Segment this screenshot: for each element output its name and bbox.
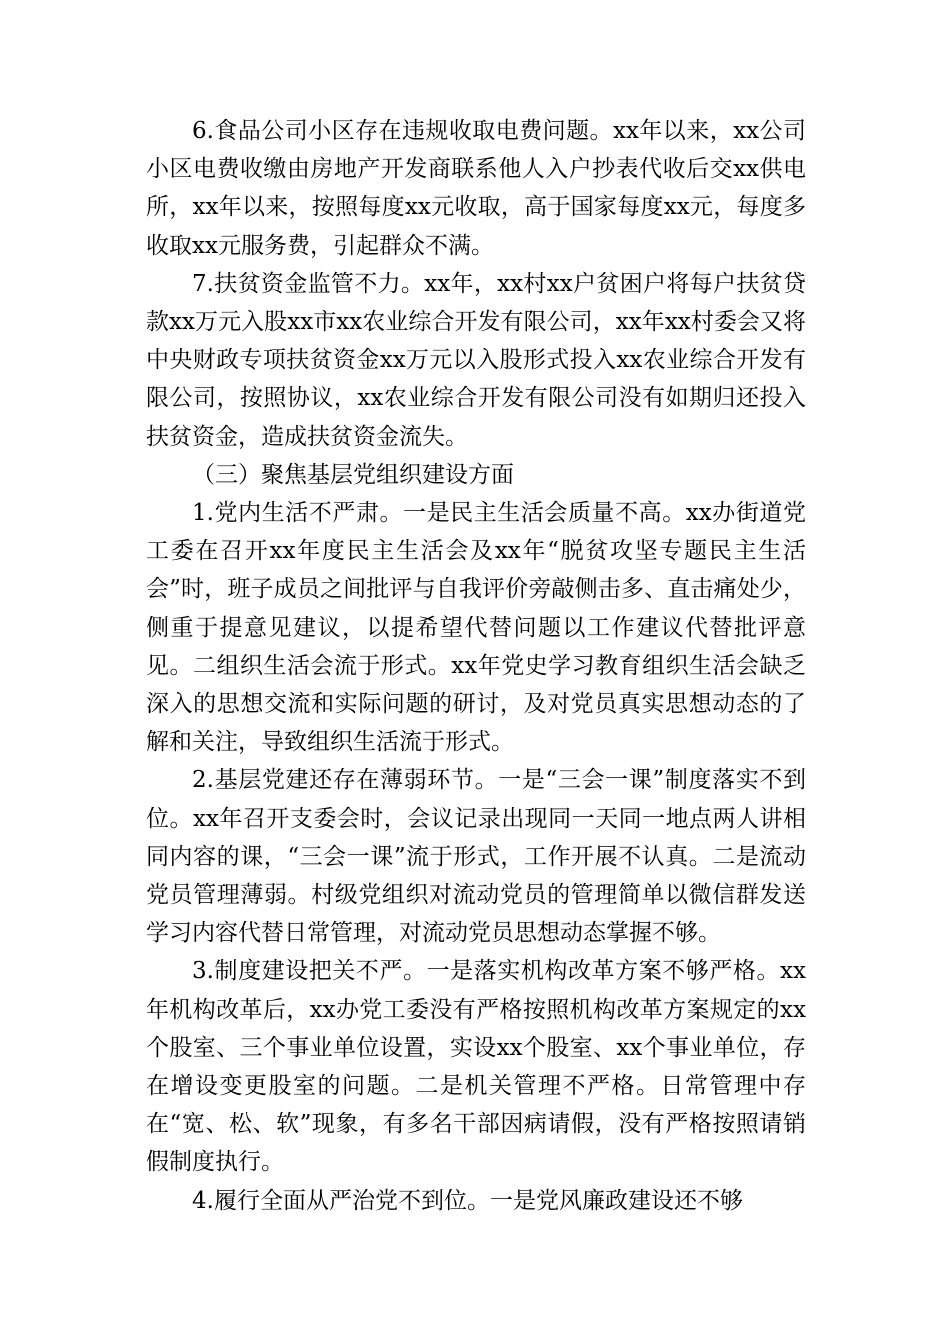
paragraph-party-life: 1.党内生活不严肃。一是民主生活会质量不高。xx办街道党工委在召开xx年度民主生活会及xx年“脱贫攻坚专题民主生活会”时，班子成员之间批评与自我评价旁敲侧击多、直击痛处少，侧重于提意见建议，以提希望代替问题以工作建议代替批评意见。二组织生活会流于形式。xx年党史学习教育组织生活会缺乏深入的思想交流和实际问题的研讨，及对党员真实思想动态的了解和关注，导致组织生活流于形式。 (146, 500, 806, 756)
section-heading-grassroots-party: （三）聚焦基层党组织建设方面 (192, 461, 514, 488)
paragraph-system-construction: 3.制度建设把关不严。一是落实机构改革方案不够严格。xx年机构改革后，xx办党工委没有严格按照机构改革方案规定的xx个股室、三个事业单位设置，实设xx个股室、xx个事业单位，存在增设变更股室的问题。二是机关管理不严格。日常管理中存在“宽、松、软”现象，有多名干部因病请假，没有严格按照请销假制度执行。 (146, 958, 806, 1176)
paragraph-food-company-electricity: 6.食品公司小区存在违规收取电费问题。xx年以来，xx公司小区电费收缴由房地产开发商联系他人入户抄表代收后交xx供电所，xx年以来，按照每度xx元收取，高于国家每度xx元，每度多收取xx元服务费，引起群众不满。 (146, 118, 806, 259)
paragraph-poverty-funds-supervision: 7.扶贫资金监管不力。xx年，xx村xx户贫困户将每户扶贫贷款xx万元入股xx市xx农业综合开发有限公司，xx年xx村委会又将中央财政专项扶贫资金xx万元以入股形式投入xx农业综合开发有限公司，按照协议，xx农业综合开发有限公司没有如期归还投入扶贫资金，造成扶贫资金流失。 (146, 270, 806, 450)
paragraph-strict-governance: 4.履行全面从严治党不到位。一是党风廉政建设还不够 (192, 1187, 743, 1214)
paragraph-grassroots-weak-links: 2.基层党建还存在薄弱环节。一是“三会一课”制度落实不到位。xx年召开支委会时，会议记录出现同一天同一地点两人讲相同内容的课，“三会一课”流于形式，工作开展不认真。二是流动党员管理薄弱。村级党组织对流动党员的管理简单以微信群发送学习内容代替日常管理，对流动党员思想动态掌握不够。 (146, 767, 806, 947)
document-page (146, 112, 806, 1220)
